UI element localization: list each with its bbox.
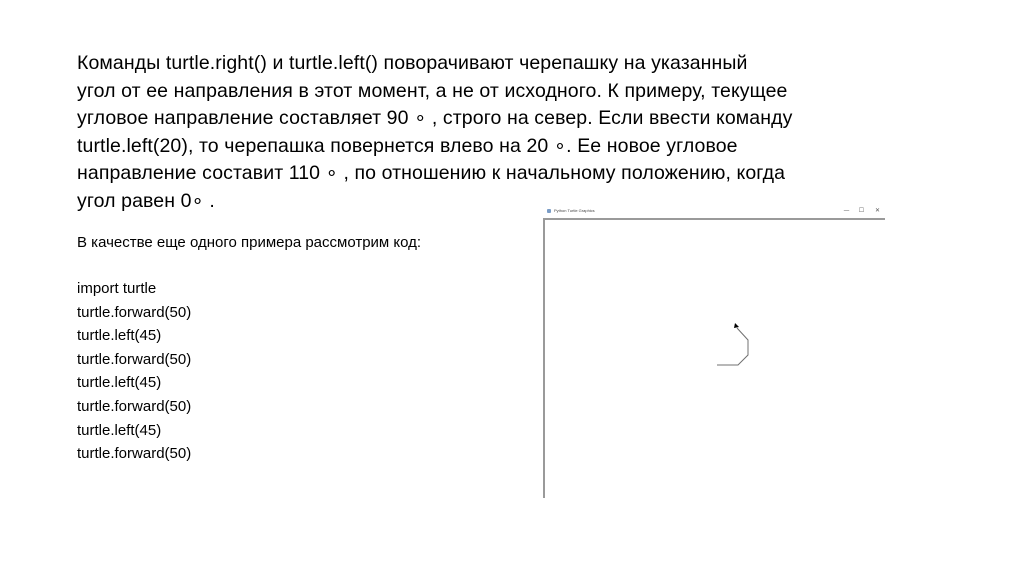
paragraph-line: turtle.left(20), то черепашка повернется влево на 20 ∘. Ее новое угловое — [77, 134, 738, 157]
turtle-canvas — [543, 218, 885, 498]
code-intro: В качестве еще одного примера рассмотрим код: — [77, 234, 422, 251]
code-line: turtle.left(45) — [77, 374, 162, 392]
code-line: turtle.forward(50) — [77, 397, 192, 415]
code-line: turtle.forward(50) — [77, 350, 192, 368]
code-line: turtle.forward(50) — [77, 445, 192, 463]
turtle-drawing — [545, 220, 885, 498]
code-block — [77, 277, 191, 466]
turtle-path — [717, 328, 748, 365]
code-line: import turtle — [77, 280, 157, 297]
code-line: turtle.forward(50) — [77, 303, 192, 321]
paragraph-line: Команды turtle.right() и turtle.left() поворачивают черепашку на указанный — [77, 52, 748, 74]
code-line: turtle.left(45) — [77, 327, 162, 345]
turtle-graphics-window — [543, 205, 885, 498]
window-titlebar[interactable] — [543, 205, 885, 218]
window-title: Python Turtle Graphics — [554, 208, 595, 213]
paragraph-line: угол от ее направления в этот момент, а не от исходного. К примеру, текущее — [77, 79, 788, 102]
paragraph-line: направление составит 110 ∘ , по отношению к начальному положению, когда — [77, 162, 786, 184]
close-button[interactable]: ✕ — [874, 207, 881, 214]
main-paragraph — [77, 50, 947, 215]
maximize-button[interactable]: ☐ — [858, 207, 865, 214]
paragraph-line: угловое направление составляет 90 ∘ , строго на север. Если ввести команду — [77, 107, 793, 129]
minimize-button[interactable]: — — [843, 207, 850, 214]
paragraph-line: угол равен 0∘ . — [77, 189, 215, 212]
feather-icon — [547, 209, 551, 213]
code-line: turtle.left(45) — [77, 421, 162, 439]
turtle-cursor — [734, 323, 739, 328]
